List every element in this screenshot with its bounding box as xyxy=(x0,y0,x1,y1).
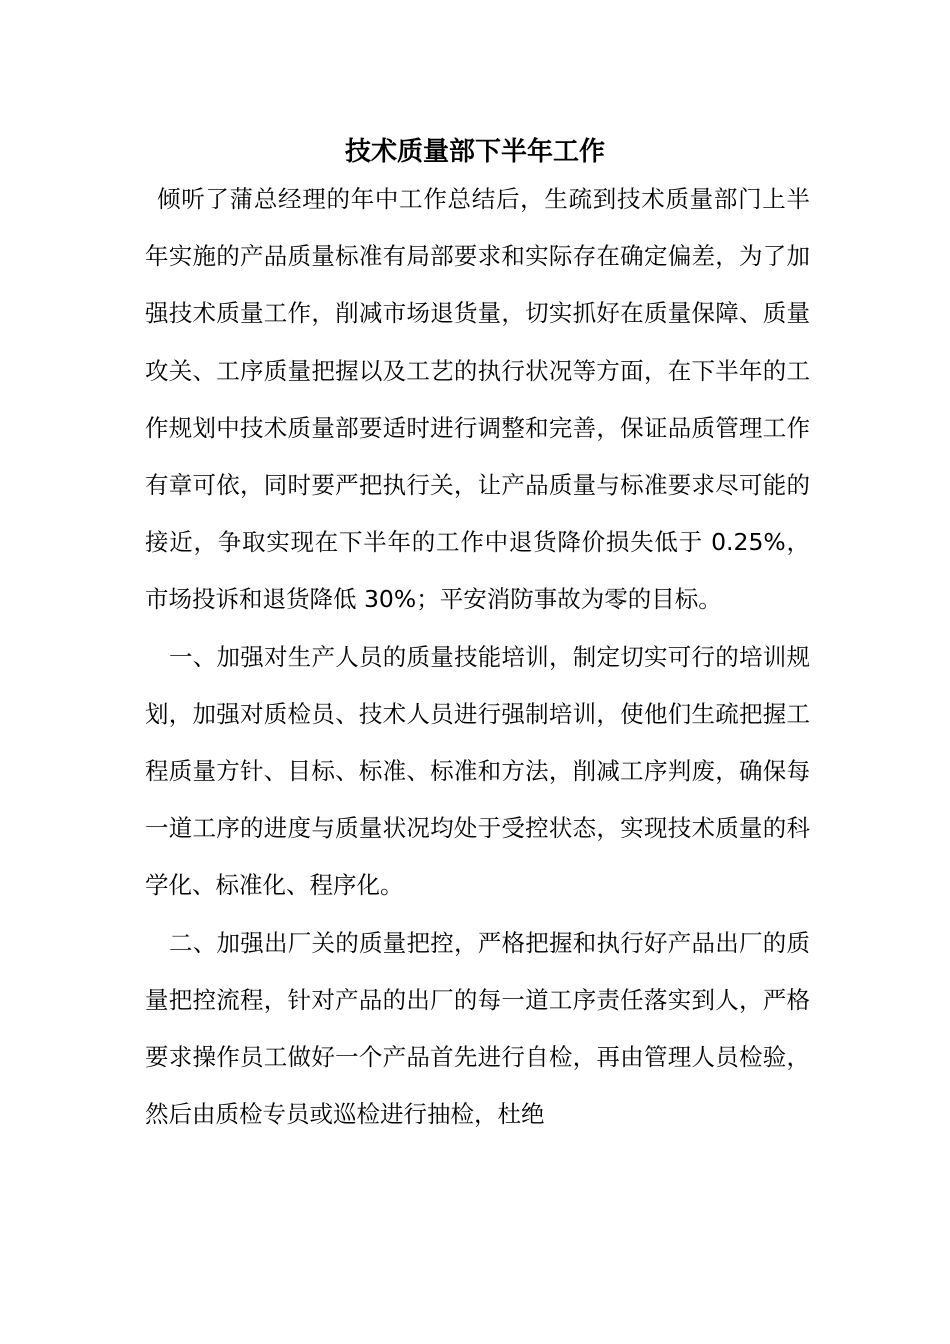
paragraph-intro: 倾听了蒲总经理的年中工作总结后，生疏到技术质量部门上半年实施的产品质量标准有局部要求和实际存在确定偏差，为了加强技术质量工作，削减市场退货量，切实抓好在质量保障、质量攻关、工序质量把握以及工艺的执行状况等方面，在下半年的工作规划中技术质量部要适时进行调整和完善，保证品质管理工作有章可依，同时要严把执行关，让产品质量与标准要求尽可能的接近，争取实现在下半年的工作中退货降价损失低于 0.25%，市场投诉和退货降低 30%；平安消防事故为零的目标。 xyxy=(145,185,810,614)
document-title: 技术质量部下半年工作 xyxy=(344,137,605,167)
paragraph-section-1: 一、加强对生产人员的质量技能培训，制定切实可行的培训规划，加强对质检员、技术人员进行强制培训，使他们生疏把握工程质量方针、目标、标准、标准和方法，削减工序判废，确保每一道工序的进度与质量状况均处于受控状态，实现技术质量的科学化、标准化、程序化。 xyxy=(145,642,810,900)
paragraph-section-2: 二、加强出厂关的质量把控，严格把握和执行好产品出厂的质量把控流程，针对产品的出厂的每一道工序责任落实到人，严格要求操作员工做好一个产品首先进行自检，再由管理人员检验，然后由质检专员或巡检进行抽检，杜绝 xyxy=(145,928,810,1129)
document-body xyxy=(145,171,810,1143)
